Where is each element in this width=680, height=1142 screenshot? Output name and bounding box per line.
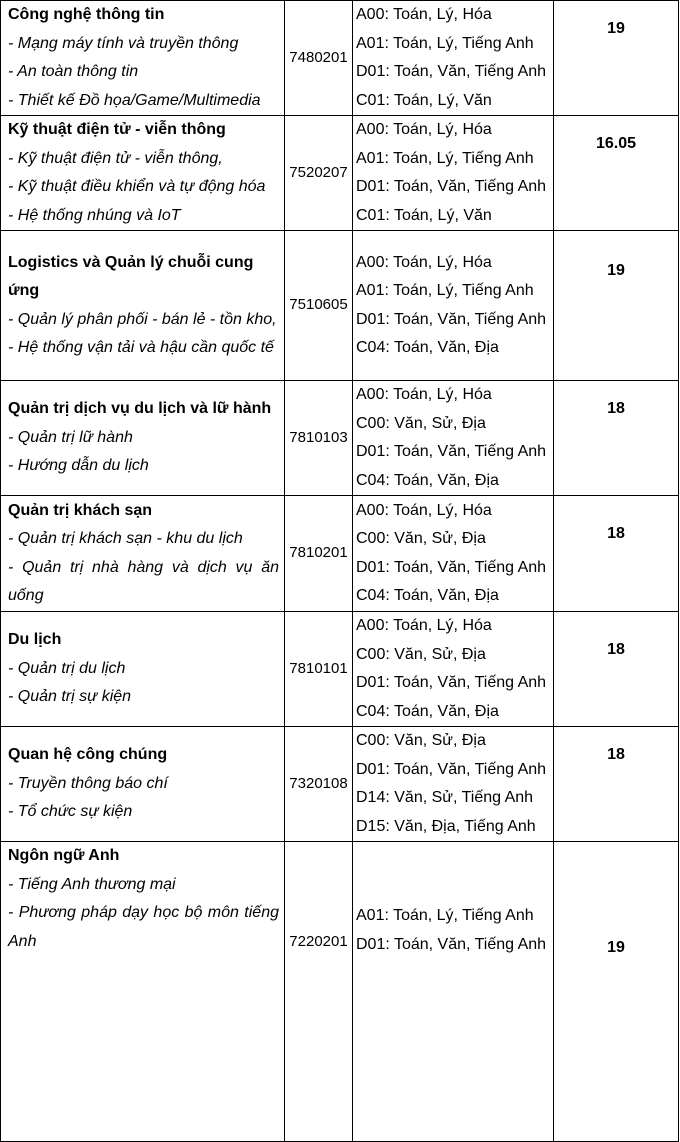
subject-combination: C01: Toán, Lý, Văn: [356, 206, 492, 224]
major-title: Quản trị dịch vụ du lịch và lữ hành: [8, 400, 272, 418]
major-code: 7810201: [285, 496, 353, 612]
major-code: 7480201: [285, 1, 353, 116]
subject-combinations: [353, 842, 554, 1142]
major-cell: [1, 727, 285, 842]
subject-combination: D01: Toán, Văn, Tiếng Anh: [356, 178, 547, 195]
subject-combination: A00: Toán, Lý, Hóa: [356, 121, 492, 138]
subject-combination: A01: Toán, Lý, Tiếng Anh: [356, 907, 534, 924]
specialization-item: - Quản trị sự kiện: [8, 688, 132, 706]
specialization-item: - Quản trị nhà hàng và dịch vụ ăn uống: [8, 558, 279, 604]
major-title: Kỹ thuật điện tử - viễn thông: [8, 121, 226, 138]
subject-combination: D01: Toán, Văn, Tiếng Anh: [356, 443, 547, 460]
specialization-item: - Thiết kế Đồ họa/Game/Multimedia: [8, 91, 261, 109]
subject-combination: A00: Toán, Lý, Hóa: [356, 501, 492, 519]
subject-combinations: [353, 496, 554, 612]
specialization-item: - Tổ chức sự kiện: [8, 803, 133, 821]
specialization-item: - Phương pháp dạy học bộ môn tiếng Anh: [8, 904, 279, 950]
major-title: Logistics và Quản lý chuỗi cung ứng: [8, 253, 254, 299]
subject-combinations: [353, 612, 554, 727]
major-title: Công nghệ thông tin: [8, 6, 165, 23]
subject-combination: C04: Toán, Văn, Địa: [356, 587, 499, 604]
major-title: Quan hệ công chúng: [8, 746, 168, 764]
benchmark-score: 19: [554, 1, 679, 116]
major-code: 7320108: [285, 727, 353, 842]
subject-combinations: [353, 116, 554, 231]
table-row: [1, 381, 679, 496]
table-row: [1, 496, 679, 612]
subject-combination: C04: Toán, Văn, Địa: [356, 702, 499, 720]
major-title: Du lịch: [8, 631, 62, 649]
subject-combination: A01: Toán, Lý, Tiếng Anh: [356, 282, 534, 299]
major-cell: [1, 842, 285, 1142]
subject-combinations: [353, 1, 554, 116]
major-cell: [1, 381, 285, 496]
subject-combination: A01: Toán, Lý, Tiếng Anh: [356, 34, 534, 52]
major-title: Quản trị khách sạn: [8, 501, 153, 519]
table-row: [1, 1, 679, 116]
benchmark-score: 18: [554, 496, 679, 612]
subject-combination: C01: Toán, Lý, Văn: [356, 91, 492, 109]
major-title: Ngôn ngữ Anh: [8, 847, 120, 864]
major-code: 7520207: [285, 116, 353, 231]
subject-combination: A00: Toán, Lý, Hóa: [356, 253, 492, 271]
major-cell: [1, 612, 285, 727]
major-cell: [1, 231, 285, 381]
subject-combination: D01: Toán, Văn, Tiếng Anh: [356, 760, 547, 778]
subject-combination: A00: Toán, Lý, Hóa: [356, 617, 492, 634]
specialization-item: - Kỹ thuật điện tử - viễn thông,: [8, 149, 223, 167]
subject-combination: A00: Toán, Lý, Hóa: [356, 386, 492, 403]
subject-combination: D01: Toán, Văn, Tiếng Anh: [356, 558, 547, 576]
subject-combination: C00: Văn, Sử, Địa: [356, 530, 486, 547]
subject-combination: D01: Toán, Văn, Tiếng Anh: [356, 674, 547, 691]
specialization-item: - Quản trị lữ hành: [8, 428, 133, 446]
major-code: 7810101: [285, 612, 353, 727]
subject-combination: D01: Toán, Văn, Tiếng Anh: [356, 310, 547, 328]
subject-combination: C00: Văn, Sử, Địa: [356, 645, 486, 663]
major-code: 7510605: [285, 231, 353, 381]
major-cell: [1, 1, 285, 116]
subject-combination: A01: Toán, Lý, Tiếng Anh: [356, 149, 534, 167]
benchmark-score: 19: [554, 231, 679, 381]
specialization-item: - Quản trị khách sạn - khu du lịch: [8, 530, 243, 547]
benchmark-score: 18: [554, 381, 679, 496]
specialization-item: - Quản trị du lịch: [8, 659, 126, 677]
specialization-item: - Tiếng Anh thương mại: [8, 875, 176, 893]
subject-combinations: [353, 231, 554, 381]
specialization-item: - An toàn thông tin: [8, 63, 139, 80]
benchmark-score: 16.05: [554, 116, 679, 231]
subject-combinations: [353, 381, 554, 496]
table-row: [1, 842, 679, 1142]
subject-combination: D01: Toán, Văn, Tiếng Anh: [356, 63, 547, 80]
specialization-item: - Truyền thông báo chí: [8, 774, 168, 792]
table-row: [1, 727, 679, 842]
subject-combination: A00: Toán, Lý, Hóa: [356, 6, 492, 23]
subject-combination: D14: Văn, Sử, Tiếng Anh: [356, 789, 534, 806]
specialization-item: - Kỹ thuật điều khiển và tự động hóa: [8, 178, 266, 195]
specialization-item: - Hệ thống nhúng và IoT: [8, 206, 181, 224]
specialization-item: - Quản lý phân phối - bán lẻ - tồn kho,: [8, 310, 277, 328]
benchmark-score: 19: [554, 842, 679, 1142]
subject-combination: C00: Văn, Sử, Địa: [356, 732, 486, 749]
table-row: [1, 612, 679, 727]
major-code: 7810103: [285, 381, 353, 496]
table-row: [1, 116, 679, 231]
specialization-item: - Hệ thống vận tải và hậu cần quốc tế: [8, 339, 274, 356]
specialization-item: - Mạng máy tính và truyền thông: [8, 34, 239, 52]
major-cell: [1, 496, 285, 612]
benchmark-score: 18: [554, 612, 679, 727]
specialization-item: - Hướng dẫn du lịch: [8, 457, 149, 475]
table-row: [1, 231, 679, 381]
benchmark-score: 18: [554, 727, 679, 842]
subject-combination: C00: Văn, Sử, Địa: [356, 414, 486, 432]
major-cell: [1, 116, 285, 231]
subject-combination: C04: Toán, Văn, Địa: [356, 339, 499, 356]
major-code: 7220201: [285, 842, 353, 1142]
subject-combinations: [353, 727, 554, 842]
subject-combination: C04: Toán, Văn, Địa: [356, 471, 499, 489]
subject-combination: D01: Toán, Văn, Tiếng Anh: [356, 935, 547, 953]
subject-combination: D15: Văn, Địa, Tiếng Anh: [356, 817, 536, 835]
